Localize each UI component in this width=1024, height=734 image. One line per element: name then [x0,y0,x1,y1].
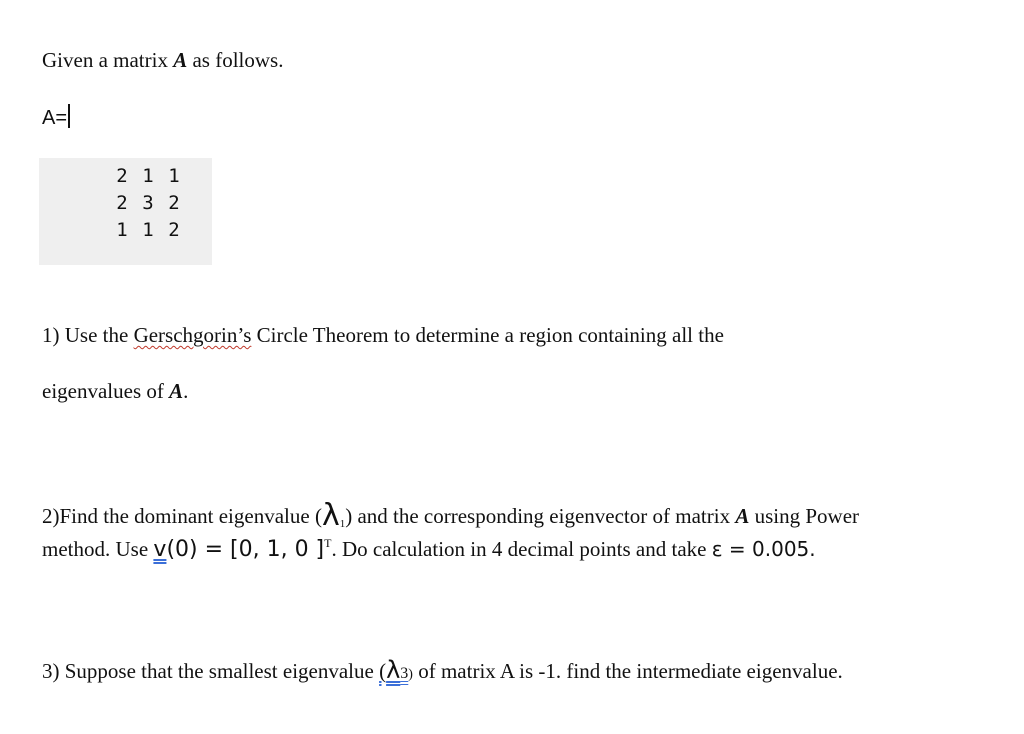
intro-text-end: as follows. [187,48,284,72]
matrix-cell: 1 [168,164,180,187]
matrix-cell: 2 [116,191,128,214]
matrix-cell: 2 [168,191,180,214]
q2-line2-mid: . Do calculation in 4 decimal points and take [331,537,712,561]
q3-text-end: of matrix A is -1. find the intermediate eigenvalue. [412,659,843,683]
q2-text-mid: ) and the corresponding eigenvector of matrix [345,504,736,528]
matrix-variable: A [173,48,188,72]
q3-text-start: 3) Suppose that the smallest eigenvalue [42,659,380,683]
text-cursor [68,104,70,128]
question-1-line-1 [42,323,724,348]
matrix-cell: 2 [168,218,180,241]
q3-open-paren: ( [379,659,387,683]
initial-vector: (0) = [0, 1, 0 ] [166,537,325,562]
q1-line2-text: eigenvalues of [42,379,170,403]
matrix-cell: 3 [142,191,154,214]
matrix-label [42,104,70,130]
lambda-3-subscript: 3 [400,665,409,682]
intro-text: Given a matrix [42,48,174,72]
question-3-line [42,656,843,684]
matrix-cell: 2 [116,164,128,187]
lambda-symbol: λ [321,498,340,533]
matrix-table [109,162,187,243]
lambda-subscript: 1 [339,518,346,530]
question-2-line-2 [42,536,816,562]
matrix-row [109,162,187,189]
q2-line2-start: method. Use [42,537,154,561]
q2-text-end: using Power [749,504,860,528]
q2-matrix-variable: A [735,504,750,528]
matrix-row [109,216,187,243]
matrix-row [109,189,187,216]
q1-suffix: Circle Theorem to determine a region containing all the [251,323,724,347]
epsilon-value: ε = 0.005. [711,537,816,561]
q1-period: . [183,379,189,403]
q1-theorem-name: Gerschgorin’s [133,323,252,347]
matrix-cell: 1 [142,164,154,187]
matrix-box [39,158,212,265]
q1-prefix: 1) Use the [42,323,134,347]
matrix-cell: 1 [142,218,154,241]
q3-close-paren: ) [408,667,413,682]
lambda-3-symbol: λ [386,656,401,684]
vector-symbol: v [153,537,167,562]
question-1-line-2 [42,379,188,404]
matrix-label-text: A= [42,107,68,129]
transpose-superscript: T [324,536,332,550]
question-2-line-1 [42,498,859,533]
q2-text-start: 2)Find the dominant eigenvalue ( [42,504,322,528]
q1-matrix-variable: A [169,379,184,403]
intro-line [42,48,283,73]
matrix-cell: 1 [116,218,128,241]
